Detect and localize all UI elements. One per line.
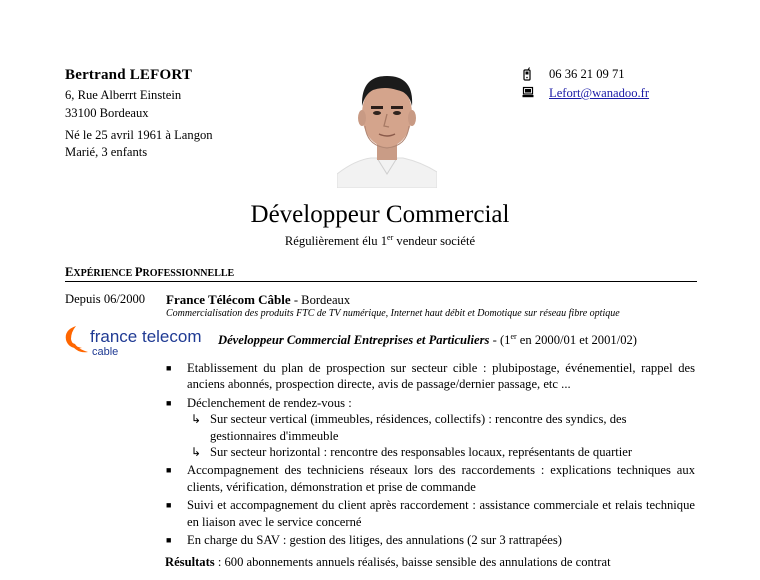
bullet-icon: ■: [166, 397, 172, 408]
job-company: France Télécom Câble - Bordeaux: [166, 292, 351, 307]
birth-info: Né le 25 avril 1961 à Langon: [65, 128, 213, 142]
bullet-icon: ■: [166, 535, 172, 546]
address-line-2: 33100 Bordeaux: [65, 106, 149, 120]
mobile-phone-icon: [522, 67, 538, 85]
bullet-icon: ■: [166, 465, 172, 476]
sub-list-item: ↳ Sur secteur vertical (immeubles, résidences, collectifs) : rencontre des syndics, des gestionnaires d'immeuble: [191, 412, 627, 443]
bullet-icon: ■: [166, 500, 172, 511]
job-date: Depuis 06/2000: [65, 292, 146, 306]
job-role: Développeur Commercial Entreprises et Particuliers - (1er en 2000/01 et 2001/02): [218, 332, 637, 348]
job-results: Résultats : 600 abonnements annuels réalisés, baisse sensible des annulations de contrat: [165, 555, 611, 569]
computer-icon: [522, 86, 538, 102]
email-link[interactable]: Lefort@wanadoo.fr: [549, 86, 650, 100]
responsibilities-list: [163, 360, 695, 550]
candidate-name: Bertrand LEFORT: [65, 67, 193, 83]
sub-list-item: ↳ Sur secteur horizontal : rencontre des responsables locaux, représentants de quartier: [191, 445, 633, 460]
arrow-icon: ↳: [191, 445, 202, 460]
job-title-headline: Développeur Commercial: [250, 201, 510, 228]
list-item: ■ En charge du SAV : gestion des litiges, des annulations (2 sur 3 rattrapées): [166, 533, 562, 548]
phone-contact: [522, 67, 625, 85]
email-contact: [522, 86, 650, 102]
headline-subtitle: Régulièrement élu 1er vendeur société: [284, 233, 476, 249]
profile-photo: [337, 62, 437, 188]
address-line-1: 6, Rue Alberrt Einstein: [65, 88, 182, 102]
logo-subtext: cable: [92, 346, 119, 358]
list-item: ■ Etablissement du plan de prospection sur secteur cible : plubipostage, événementiel, rappel des anciens abonnés, prospection directe, avis de passage/dernier passage, etc ...: [166, 361, 695, 392]
bullet-icon: ■: [166, 363, 172, 373]
logo-text: france telecom: [90, 327, 202, 346]
section-title-experience: EXPÉRIENCE PROFESSIONNELLE: [65, 265, 697, 282]
list-item: ■ Accompagnement des techniciens réseaux lors des raccordements : explications techniques aux clients, vérification, démonstration et prise de commande: [166, 463, 695, 494]
job-description: Commercialisation des produits FTC de TV numérique, Internet haut débit et Domotique sur réseau fibre optique: [166, 308, 620, 319]
list-item: ■ Déclenchement de rendez-vous :: [166, 395, 352, 410]
family-status: Marié, 3 enfants: [65, 145, 148, 159]
phone-number: 06 36 21 09 71: [549, 67, 625, 81]
list-item: ■ Suivi et accompagnement du client après raccordement : assistance commerciale et relais technique en liaison avec le service concerné: [166, 498, 695, 529]
arrow-icon: ↳: [191, 412, 202, 427]
company-logo: [62, 318, 212, 360]
